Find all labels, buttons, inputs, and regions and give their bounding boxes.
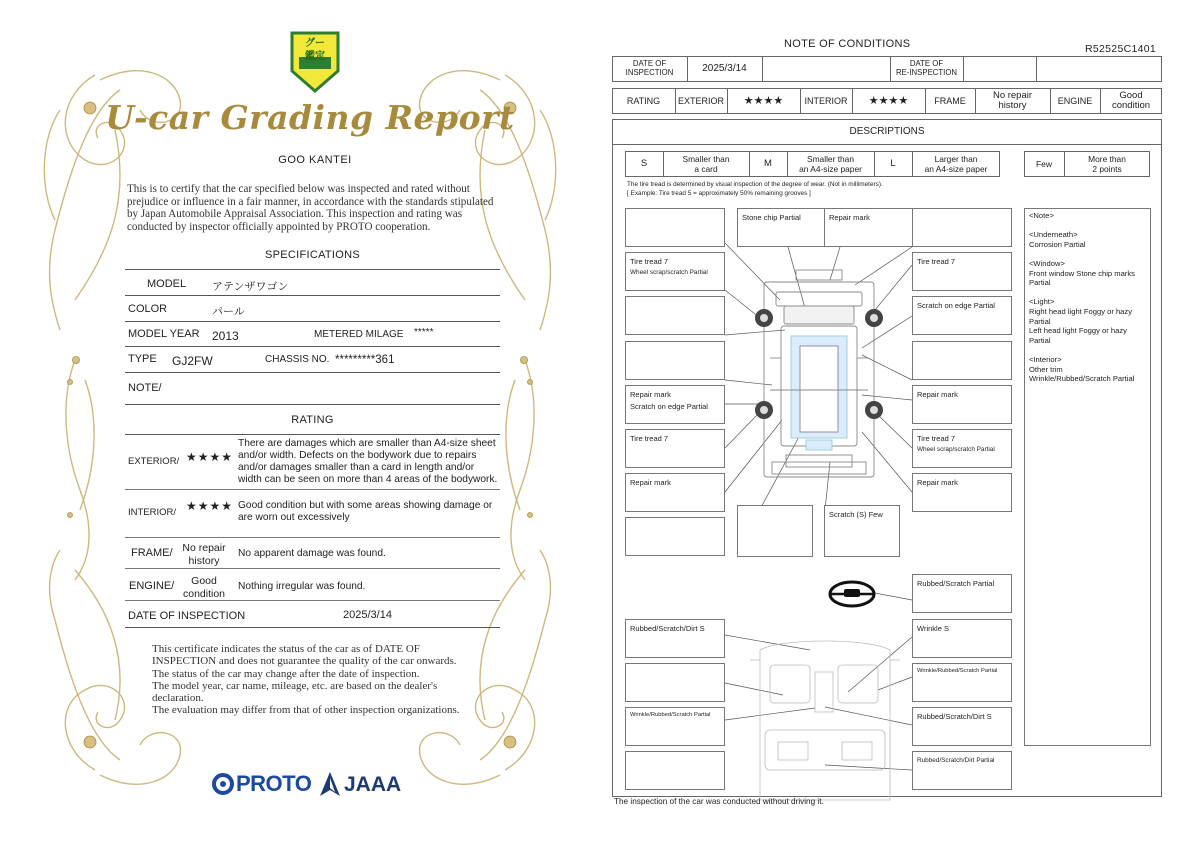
chassis-label: CHASSIS NO. <box>265 354 330 365</box>
legend-few: Few <box>1035 158 1053 169</box>
damage-box-left-front-tire <box>625 252 725 291</box>
engine-label: ENGINE/ <box>129 580 175 592</box>
damage-text: Rubbed/Scratch/Dirt Partial <box>917 757 995 764</box>
damage-text: Rubbed/Scratch Partial <box>917 579 995 588</box>
frame-label: FRAME <box>934 95 966 106</box>
descriptions-heading: DESCRIPTIONS <box>849 125 925 137</box>
engine-label: ENGINE <box>1057 95 1093 106</box>
damage-box-bottom-right <box>824 505 900 557</box>
jaaa-logo: JAAA <box>344 773 402 796</box>
note-of-conditions <box>600 0 1200 848</box>
jaaa-logo-icon <box>318 770 342 798</box>
divider <box>125 568 500 569</box>
exterior-stars: ★★★★ <box>186 450 234 464</box>
noc-title: NOTE OF CONDITIONS <box>784 38 911 50</box>
damage-box-right-front-tire <box>912 252 1012 291</box>
date-of-inspection-value: 2025/3/14 <box>702 62 747 74</box>
interior-box-right-1 <box>912 619 1012 658</box>
damage-box-top-center <box>737 208 837 247</box>
damage-box <box>625 663 725 702</box>
goo-kantei-badge <box>287 31 343 93</box>
chassis-value: *********361 <box>335 354 395 366</box>
condition-notes: <Note> <Underneath> Corrosion Partial <Window> Front window Stone chip marks Partial <Light> Right head light Foggy or hazy Partial Left head light Foggy or hazy Partial <Interior> Other trim Wrinkle/Rubbed/Scratch Partial <box>1024 208 1151 746</box>
damage-text: Wheel scrap/scratch Partial <box>917 446 995 453</box>
interior-box-left-dash <box>625 619 725 658</box>
divider <box>125 346 500 347</box>
damage-text: Tire tread 7 <box>630 434 669 443</box>
damage-box-right-rear-quarter <box>912 473 1012 512</box>
damage-text: Wrinkle/Rubbed/Scratch Partial <box>917 668 998 674</box>
tire-note-2: [ Example: Tire tread 5 = approximately 50% remaining grooves ] <box>627 190 811 197</box>
damage-box <box>625 517 725 556</box>
interior-stars: ★★★★ <box>186 499 234 513</box>
legend-m: M <box>764 157 772 169</box>
specifications-heading: SPECIFICATIONS <box>264 249 361 261</box>
damage-box-right-rear-tire <box>912 429 1012 468</box>
exterior-label: EXTERIOR/ <box>128 456 180 467</box>
damage-text: Scratch (S) Few <box>829 510 883 519</box>
damage-text: Tire tread 7 <box>630 257 669 266</box>
exterior-description: There are damages which are smaller than A4-size sheet and/or width. Defects on the bodywork due to repairs and/or damages smaller than a card in length and/or width can be seen on more than 4 areas of the bodywork. <box>238 438 498 485</box>
frame-value: No repair history <box>992 89 1033 111</box>
interior-box-steering <box>912 574 1012 613</box>
rating-heading: RATING <box>291 414 334 426</box>
legend-few-description: More than 2 points <box>1088 154 1126 174</box>
damage-box-right-front-side <box>912 296 1012 335</box>
color-value: パール <box>212 306 245 318</box>
inspection-footnote: The inspection of the car was conducted without driving it. <box>614 797 824 806</box>
damage-box <box>912 208 1012 247</box>
divider <box>125 372 500 373</box>
damage-text: Repair mark <box>917 478 958 487</box>
divider <box>125 404 500 405</box>
damage-text: Repair mark <box>829 213 870 222</box>
exterior-stars: ★★★★ <box>743 94 784 107</box>
damage-box-left-rear-quarter <box>625 473 725 512</box>
divider <box>125 627 500 628</box>
model-year-value: 2013 <box>212 329 239 343</box>
damage-text: Wrinkle S <box>917 624 949 633</box>
legend-l-description: Larger than an A4-size paper <box>924 154 988 174</box>
damage-text: Scratch on edge Partial <box>917 301 995 310</box>
damage-box-right-rear-door <box>912 385 1012 424</box>
damage-text: Rubbed/Scratch/Dirt S <box>630 624 705 633</box>
rating-label: RATING <box>626 95 661 106</box>
tire-note-1: The tire tread is determined by visual inspection of the degree of wear. (Not in millimeters). <box>627 181 883 188</box>
proto-logo: PROTO <box>236 771 312 796</box>
damage-box <box>625 751 725 790</box>
damage-box <box>625 208 725 247</box>
legend-m-description: Smaller than an A4-size paper <box>799 154 862 174</box>
report-title: U-car Grading Report <box>105 98 515 137</box>
legend-s: S <box>640 157 648 169</box>
interior-label: INTERIOR <box>804 95 848 106</box>
divider <box>125 269 500 270</box>
damage-text: Rubbed/Scratch/Dirt S <box>917 712 992 721</box>
type-label: TYPE <box>128 353 157 365</box>
damage-text: Scratch on edge Partial <box>630 402 708 411</box>
model-year-label: MODEL YEAR <box>128 328 200 340</box>
interior-box-right-2 <box>912 663 1012 702</box>
divider <box>125 295 500 296</box>
divider <box>125 489 500 490</box>
legend-s-description: Smaller than a card <box>682 154 730 174</box>
engine-value: Good condition <box>182 575 226 600</box>
damage-text: Wrinkle/Rubbed/Scratch Partial <box>630 712 711 718</box>
steering-wheel-icon <box>830 582 874 606</box>
damage-text: Stone chip Partial <box>742 213 801 222</box>
exterior-label: EXTERIOR <box>677 95 724 106</box>
damage-box-left-rear-door <box>625 385 725 424</box>
inspection-date-label: DATE OF INSPECTION <box>128 610 246 622</box>
divider <box>125 600 500 601</box>
inspection-date-value: 2025/3/14 <box>343 609 392 621</box>
date-of-reinspection-label: DATE OF RE-INSPECTION <box>895 59 958 77</box>
damage-text: Tire tread 7 <box>917 257 956 266</box>
certification-statement: This is to certify that the car specified below was inspected and rated without prejudice or influence in a fair manner, in accordance with the standards stipulated by Japan Automobile Appraisal Association. This inspection and rating was conducted by inspector officially appointed by PROTO cooperation. <box>127 183 494 233</box>
damage-box-left-rear-tire <box>625 429 725 468</box>
certificate-disclaimer: This certificate indicates the status of the car as of DATE OF INSPECTION and does not guarantee the quality of the car onwards. The status of the car may change after the date of inspection. The model year, car name, mileage, etc. are based on the dealer's declaration. The evaluation may differ from that of other inspection organizations. <box>152 643 460 717</box>
damage-text: Repair mark <box>917 390 958 399</box>
date-of-inspection-label: DATE OF INSPECTION <box>625 59 674 77</box>
interior-label: INTERIOR/ <box>128 507 177 518</box>
interior-box-right-4 <box>912 751 1012 790</box>
type-value: GJ2FW <box>172 354 213 368</box>
interior-description: Good condition but with some areas showing damage or are worn out excessively <box>238 500 493 523</box>
damage-box <box>625 296 725 335</box>
metered-milage-label: METERED MILAGE <box>314 329 404 340</box>
badge-text: グー 鑑定 <box>305 38 325 62</box>
report-subtitle: GOO KANTEI <box>278 154 352 166</box>
reference-number: R52525C1401 <box>1085 43 1157 55</box>
interior-box-left-seat <box>625 707 725 746</box>
interior-stars: ★★★★ <box>868 94 909 107</box>
divider <box>125 321 500 322</box>
model-value: アテンザワゴン <box>212 281 289 293</box>
interior-box-right-3 <box>912 707 1012 746</box>
damage-box <box>625 341 725 380</box>
metered-milage-value: ***** <box>414 327 434 338</box>
damage-text: Tire tread 7 <box>917 434 956 443</box>
frame-description: No apparent damage was found. <box>238 548 386 559</box>
color-label: COLOR <box>128 303 168 315</box>
frame-value: No repair history <box>182 542 226 567</box>
damage-box <box>912 341 1012 380</box>
damage-text: Repair mark <box>630 478 671 487</box>
damage-box <box>737 505 813 557</box>
divider <box>125 537 500 538</box>
engine-value: Good condition <box>1111 89 1151 111</box>
note-label: NOTE/ <box>128 382 162 394</box>
damage-box-top-right <box>824 208 924 247</box>
damage-text: Wheel scrap/scratch Partial <box>630 269 708 276</box>
legend-l: L <box>890 157 896 169</box>
frame-label: FRAME/ <box>131 547 173 559</box>
divider <box>125 434 500 435</box>
proto-logo-icon <box>211 772 237 796</box>
damage-text: Repair mark <box>630 390 671 399</box>
model-label: MODEL <box>147 278 187 290</box>
engine-description: Nothing irregular was found. <box>238 581 366 592</box>
